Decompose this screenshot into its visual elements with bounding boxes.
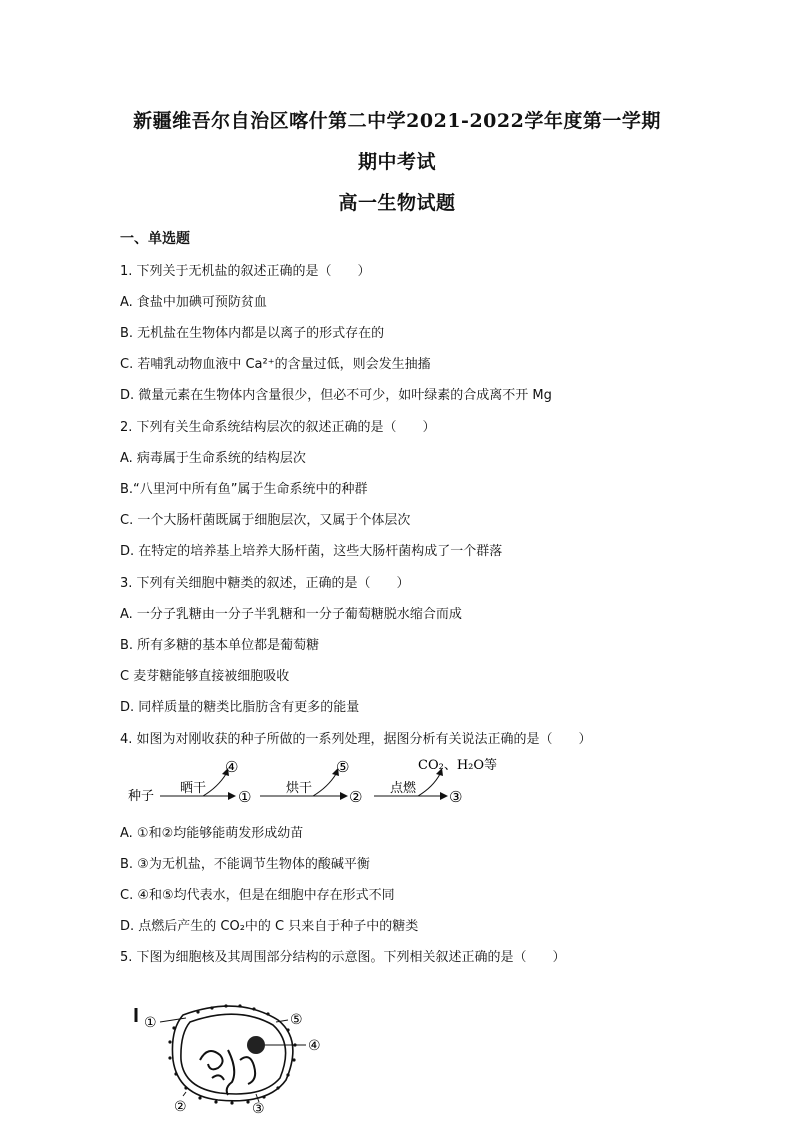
diagram-seed-label: 种子 bbox=[128, 789, 155, 804]
question-4-option-a: A. ①和②均能够能萌发形成幼苗 bbox=[120, 826, 304, 841]
diagram-arrow-1-head bbox=[228, 792, 236, 800]
diagram-label-5: ⑤ bbox=[336, 758, 350, 776]
question-3-option-a: A. 一分子乳糖由一分子半乳糖和一分子葡萄糖脱水缩合而成 bbox=[120, 607, 462, 622]
question-1-option-c: C. 若哺乳动物血液中 Ca²⁺的含量过低，则会发生抽搐 bbox=[120, 357, 431, 372]
question-3-option-b: B. 所有多糖的基本单位都是葡萄糖 bbox=[120, 638, 320, 653]
leader-line-2 bbox=[183, 1092, 186, 1096]
diagram-branch-products bbox=[418, 774, 440, 796]
figure-label-4: ④ bbox=[308, 1038, 321, 1054]
question-4-option-b: B. ③为无机盐，不能调节生物体的酸碱平衡 bbox=[120, 857, 370, 872]
diagram-label-2: ② bbox=[349, 788, 363, 806]
question-2-option-a: A. 病毒属于生命系统的结构层次 bbox=[120, 451, 306, 466]
diagram-arrow-2-head bbox=[340, 792, 348, 800]
question-1-option-a: A. 食盐中加碘可预防贫血 bbox=[120, 295, 267, 310]
title-line-1: 新疆维吾尔自治区喀什第二中学2021-2022学年度第一学期 bbox=[133, 110, 661, 132]
seed-processing-diagram bbox=[118, 752, 518, 812]
figure-label-2: ② bbox=[174, 1099, 187, 1115]
diagram-branch-5 bbox=[313, 774, 336, 796]
question-2-option-b: B.“八里河中所有鱼”属于生命系统中的种群 bbox=[120, 482, 368, 497]
diagram-label-4: ④ bbox=[225, 758, 239, 776]
question-2-stem: 2. 下列有关生命系统结构层次的叙述正确的是（ ） bbox=[120, 420, 436, 435]
diagram-label-3: ③ bbox=[449, 788, 463, 806]
question-1-stem: 1. 下列关于无机盐的叙述正确的是（ ） bbox=[120, 264, 371, 279]
question-3-option-c: C 麦芽糖能够直接被细胞吸收 bbox=[120, 669, 290, 684]
diagram-step2-label: 烘干 bbox=[286, 781, 313, 796]
title-line-3: 高一生物试题 bbox=[338, 192, 456, 214]
nucleolus bbox=[247, 1036, 265, 1054]
title-line-2: 期中考试 bbox=[357, 151, 436, 173]
leader-line-1 bbox=[160, 1018, 186, 1022]
question-2-option-c: C. 一个大肠杆菌既属于细胞层次，又属于个体层次 bbox=[120, 513, 411, 528]
diagram-step3-label: 点燃 bbox=[390, 781, 417, 796]
chromatin bbox=[200, 1050, 255, 1095]
question-3-option-d: D. 同样质量的糖类比脂肪含有更多的能量 bbox=[120, 700, 360, 715]
er-membrane bbox=[172, 1006, 292, 1101]
diagram-products-label: CO₂、H₂O等 bbox=[418, 758, 498, 773]
question-4-option-c: C. ④和⑤均代表水，但是在细胞中存在形式不同 bbox=[120, 888, 395, 903]
question-5-stem: 5. 下图为细胞核及其周围部分结构的示意图。下列相关叙述正确的是（ ） bbox=[120, 950, 566, 965]
section-heading: 一、单选题 bbox=[120, 231, 190, 247]
nuclear-envelope bbox=[181, 1014, 286, 1094]
diagram-step1-label: 晒干 bbox=[180, 781, 207, 796]
question-4-stem: 4. 如图为对刚收获的种子所做的一系列处理，据图分析有关说法正确的是（ ） bbox=[120, 732, 592, 747]
diagram-branch-4 bbox=[203, 774, 226, 796]
question-2-option-d: D. 在特定的培养基上培养大肠杆菌，这些大肠杆菌构成了一个群落 bbox=[120, 544, 503, 559]
question-1-option-b: B. 无机盐在生物体内都是以离子的形式存在的 bbox=[120, 326, 385, 341]
question-1-option-d: D. 微量元素在生物体内含量很少，但必不可少，如叶绿素的合成离不开 Mg bbox=[120, 388, 552, 403]
diagram-arrow-3-head bbox=[440, 792, 448, 800]
diagram-label-1: ① bbox=[238, 788, 252, 806]
nucleus-structure-figure bbox=[128, 1000, 338, 1115]
figure-label-3: ③ bbox=[252, 1101, 265, 1115]
figure-label-1: ① bbox=[144, 1015, 157, 1031]
figure-label-5: ⑤ bbox=[290, 1012, 303, 1028]
question-3-stem: 3. 下列有关细胞中糖类的叙述，正确的是（ ） bbox=[120, 576, 410, 591]
question-4-option-d: D. 点燃后产生的 CO₂中的 C 只来自于种子中的糖类 bbox=[120, 919, 419, 934]
